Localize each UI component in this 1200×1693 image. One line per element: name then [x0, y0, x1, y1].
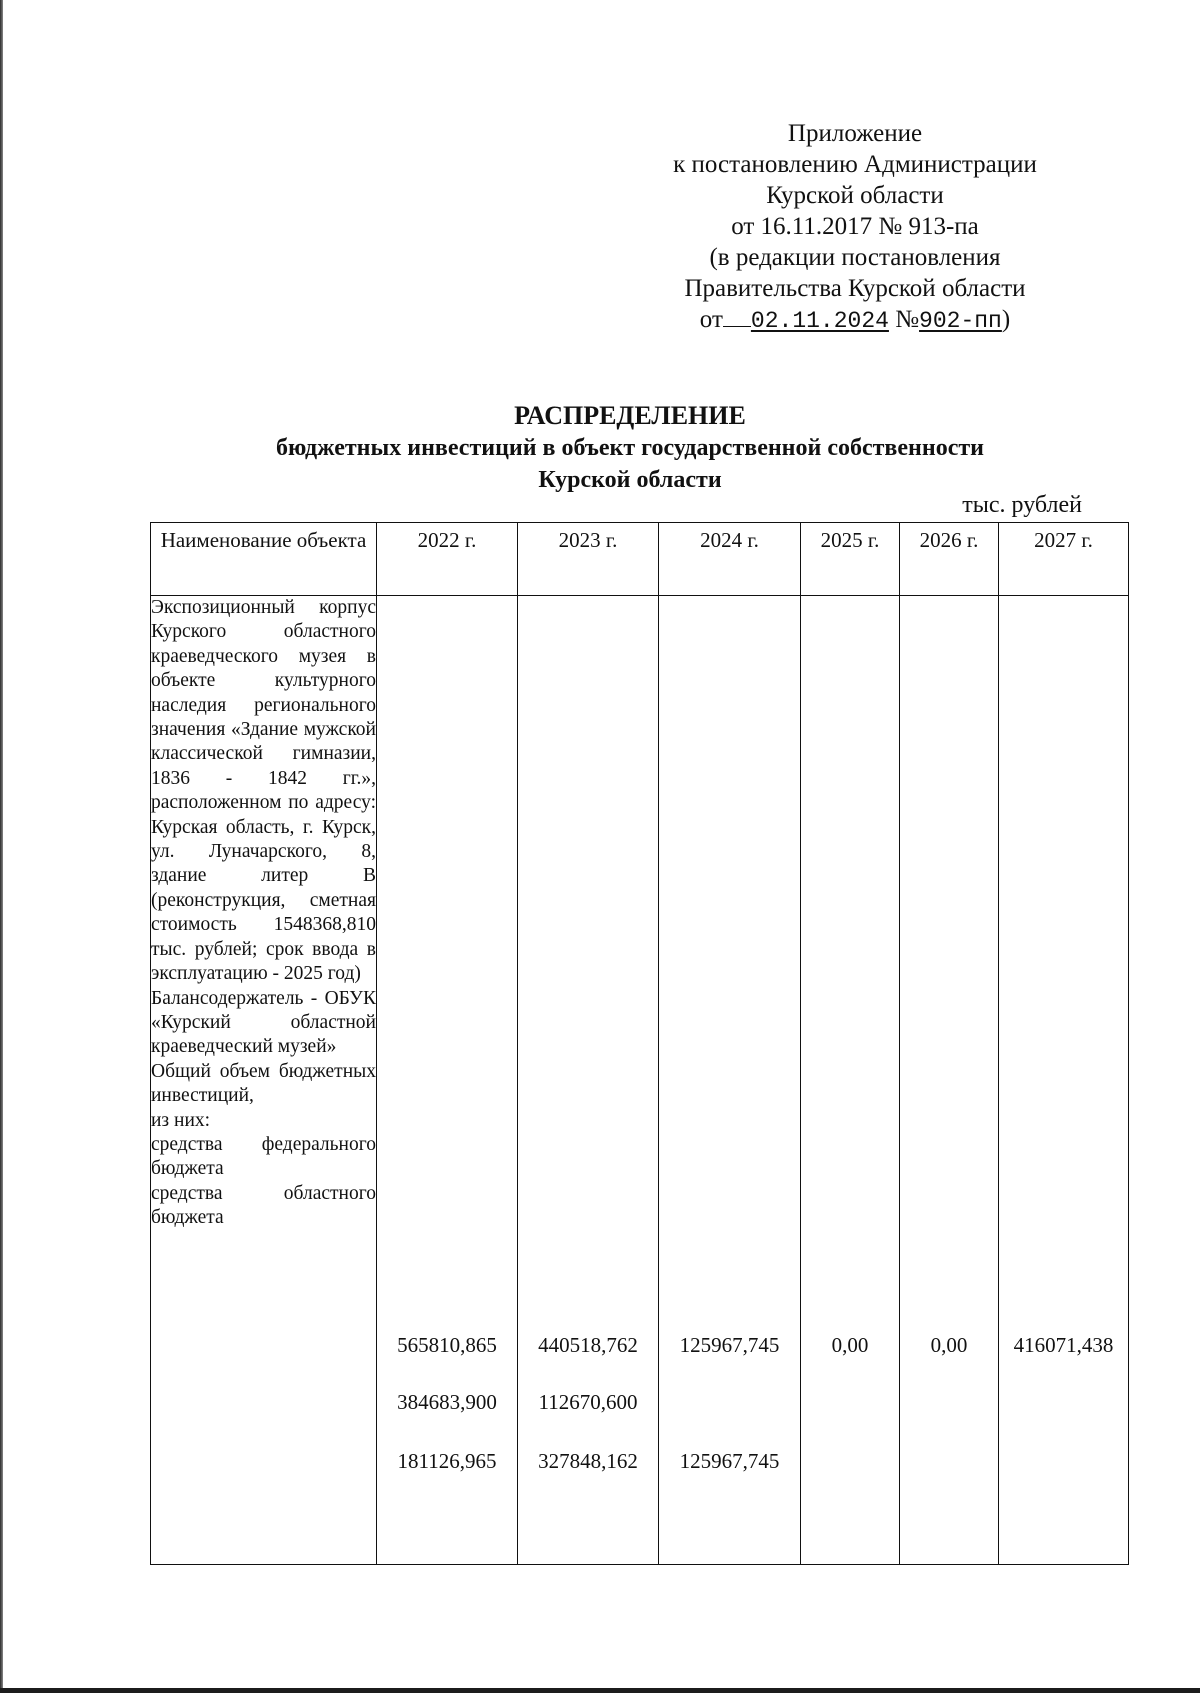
title-main: РАСПРЕДЕЛЕНИЕ — [514, 401, 746, 430]
approval-line-4: от 16.11.2017 № 913-па — [731, 213, 979, 240]
approval-line-1: Приложение — [787, 120, 923, 147]
approval-line-5: (в редакции постановления — [709, 244, 1001, 271]
col-2022 — [377, 596, 518, 1565]
investment-table — [150, 522, 1129, 1565]
regional-2023: 327848,162 — [538, 1449, 638, 1473]
header-2024: 2024 г. — [659, 523, 801, 596]
row-federal-label: средства федерального бюджета — [151, 1133, 376, 1180]
col-2026 — [900, 596, 999, 1565]
total-2025: 0,00 — [831, 1333, 869, 1357]
table-header-row — [151, 523, 1129, 596]
col-2024 — [659, 596, 801, 1565]
approval-number: 902-пп — [919, 308, 1002, 334]
header-2022: 2022 г. — [377, 523, 518, 596]
regional-2022: 181126,965 — [397, 1449, 497, 1473]
approval-line-6: Правительства Курской области — [684, 275, 1026, 302]
approval-line-3: Курской области — [766, 182, 944, 209]
approval-line-2: к постановлению Администрации — [673, 151, 1037, 178]
col-2025 — [801, 596, 900, 1565]
header-2023: 2023 г. — [518, 523, 659, 596]
col-2027 — [999, 596, 1129, 1565]
row-regional-label: средства областного бюджета — [151, 1182, 376, 1229]
federal-2023: 112670,600 — [538, 1390, 638, 1414]
header-2027: 2027 г. — [999, 523, 1129, 596]
approval-date: 02.11.2024 — [750, 308, 889, 334]
scan-edge-bottom — [0, 1688, 1200, 1693]
balance-holder: Балансодержатель - ОБУК «Курский областной краеведческий музей» — [151, 987, 376, 1058]
header-2025: 2025 г. — [801, 523, 900, 596]
header-2026: 2026 г. — [900, 523, 999, 596]
total-2022: 565810,865 — [397, 1333, 497, 1357]
object-name-cell — [151, 596, 377, 1565]
total-2027: 416071,438 — [1013, 1333, 1114, 1357]
approval-line-7 — [630, 304, 1080, 337]
total-2026: 0,00 — [930, 1333, 968, 1357]
table-row — [151, 596, 1129, 1565]
approval-block — [630, 118, 1080, 337]
header-object-name: Наименование объекта — [151, 523, 377, 596]
row-total-label: Общий объем бюджетных инвестиций, — [151, 1060, 376, 1107]
approval-close-paren: ) — [1001, 306, 1011, 333]
approval-from-prefix: от — [699, 306, 723, 333]
approval-number-sign: № — [895, 306, 920, 333]
title-subtitle-2: Курской области — [538, 467, 722, 493]
col-2023 — [518, 596, 659, 1565]
units-label: тыс. рублей — [962, 492, 1082, 518]
regional-2024: 125967,745 — [679, 1449, 780, 1473]
document-title — [130, 400, 1130, 496]
total-2024: 125967,745 — [679, 1333, 780, 1357]
date-underline — [723, 325, 751, 327]
row-of-them-label: из них: — [151, 1109, 211, 1131]
total-2023: 440518,762 — [538, 1333, 638, 1357]
object-description: Экспозиционный корпус Курского областного краеведческого музея в объекте культурного наследия регионального значения «Здание мужской классической гимназии, 1836 - 1842 гг.», расположенном по адресу: Курская область, г. Курск, ул. Луначарского, 8, здание литер В (реконструкция, сметная стоимость 1548368,810 тыс. рублей; срок ввода в эксплуатацию - 2025 год) — [151, 597, 376, 985]
scan-edge-left — [0, 0, 3, 1693]
federal-2022: 384683,900 — [397, 1390, 497, 1414]
title-subtitle-1: бюджетных инвестиций в объект государственной собственности — [276, 435, 984, 461]
